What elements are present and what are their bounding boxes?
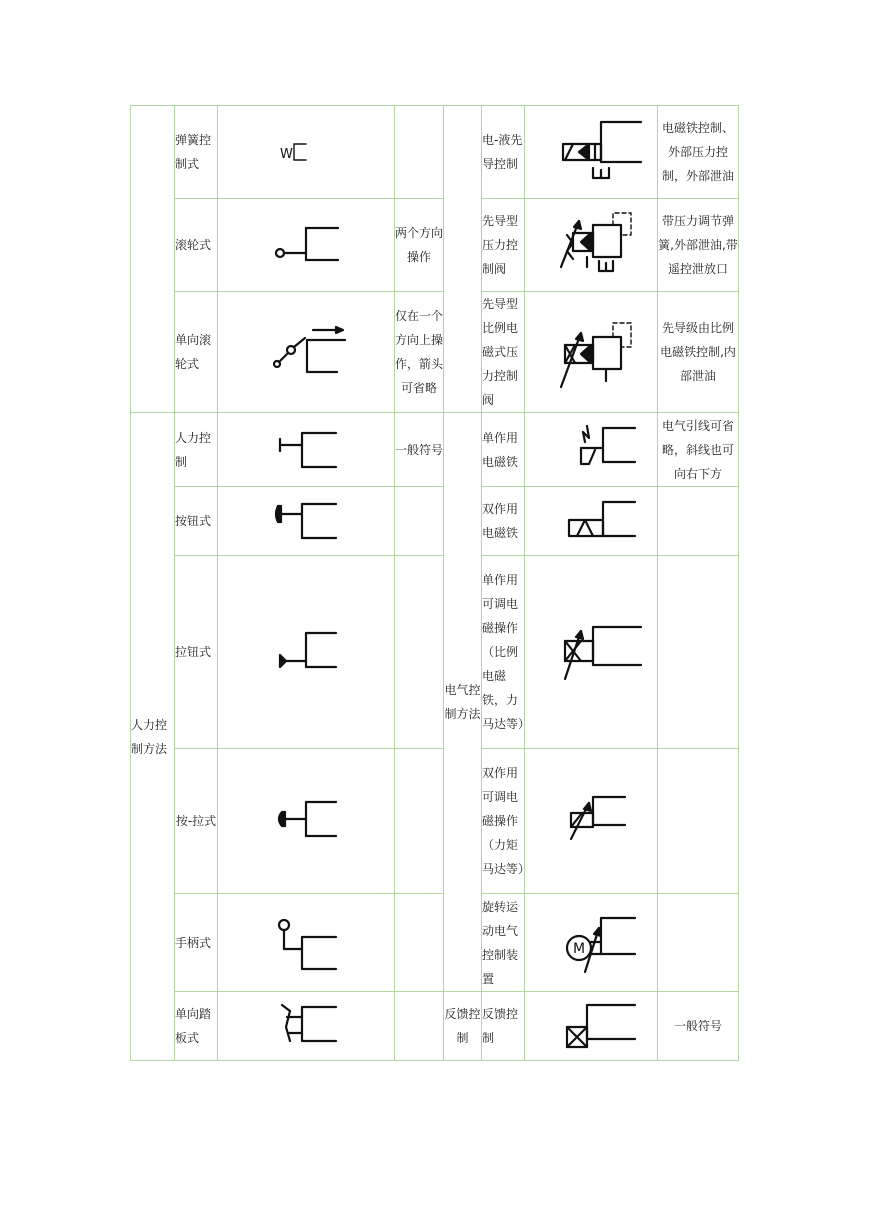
blank-category-cell	[131, 106, 175, 413]
roller-icon	[218, 199, 395, 292]
electro-hydraulic-pilot-icon	[525, 106, 658, 199]
push-button-icon	[218, 487, 395, 556]
row-note: 仅在一个方向上操作，箭头可省略	[395, 292, 444, 413]
row-name: 人力控制	[175, 413, 218, 487]
manual-control-icon	[218, 413, 395, 487]
category-electric: 电气控制方法	[444, 413, 482, 992]
row-name: 按-拉式	[175, 749, 218, 894]
category-feedback: 反馈控制	[444, 992, 482, 1061]
spring-icon	[218, 106, 395, 199]
row-note	[395, 894, 444, 992]
row-note	[395, 106, 444, 199]
rotary-motor-icon	[525, 894, 658, 992]
row-name: 电-液先导控制	[482, 106, 525, 199]
row-note	[658, 487, 739, 556]
row-note: 电磁铁控制、外部压力控制，外部泄油	[658, 106, 739, 199]
row-name: 按钮式	[175, 487, 218, 556]
row-note: 带压力调节弹簧,外部泄油,带遥控泄放口	[658, 199, 739, 292]
symbol-table	[130, 105, 739, 1061]
row-name: 拉钮式	[175, 556, 218, 749]
row-name: 单向滚轮式	[175, 292, 218, 413]
category-manual: 人力控制方法	[131, 413, 175, 1061]
motor-letter: M	[573, 940, 586, 957]
torque-motor-icon	[525, 749, 658, 894]
pilot-pressure-valve-icon	[525, 199, 658, 292]
row-name: 双作用可调电磁操作（力矩马达等）	[482, 749, 525, 894]
row-note	[395, 749, 444, 894]
row-name: 反馈控制	[482, 992, 525, 1061]
row-note	[395, 487, 444, 556]
pilot-proportional-valve-icon	[525, 292, 658, 413]
row-name: 双作用电磁铁	[482, 487, 525, 556]
pedal-icon	[218, 992, 395, 1061]
spring-letter: W	[280, 147, 293, 162]
row-name: 滚轮式	[175, 199, 218, 292]
lever-icon	[218, 894, 395, 992]
row-note: 一般符号	[395, 413, 444, 487]
double-solenoid-icon	[525, 487, 658, 556]
row-note: 电气引线可省略，斜线也可向右下方	[658, 413, 739, 487]
row-name: 单作用可调电磁操作（比例电磁铁，力马达等）	[482, 556, 525, 749]
row-note	[658, 894, 739, 992]
single-solenoid-icon	[525, 413, 658, 487]
row-name: 单作用电磁铁	[482, 413, 525, 487]
row-note	[395, 556, 444, 749]
row-name: 先导型压力控制阀	[482, 199, 525, 292]
row-name: 先导型比例电磁式压力控制阀	[482, 292, 525, 413]
row-note	[395, 992, 444, 1061]
row-name: 旋转运动电气控制装置	[482, 894, 525, 992]
feedback-icon	[525, 992, 658, 1061]
proportional-solenoid-icon	[525, 556, 658, 749]
row-note: 一般符号	[658, 992, 739, 1061]
row-note: 先导级由比例电磁铁控制,内部泄油	[658, 292, 739, 413]
row-note	[658, 749, 739, 894]
push-pull-icon	[218, 749, 395, 894]
row-name: 单向踏板式	[175, 992, 218, 1061]
one-way-roller-icon	[218, 292, 395, 413]
row-note: 两个方向操作	[395, 199, 444, 292]
row-name: 弹簧控制式	[175, 106, 218, 199]
row-note	[658, 556, 739, 749]
pull-button-icon	[218, 556, 395, 749]
blank-category-cell	[444, 106, 482, 413]
row-name: 手柄式	[175, 894, 218, 992]
